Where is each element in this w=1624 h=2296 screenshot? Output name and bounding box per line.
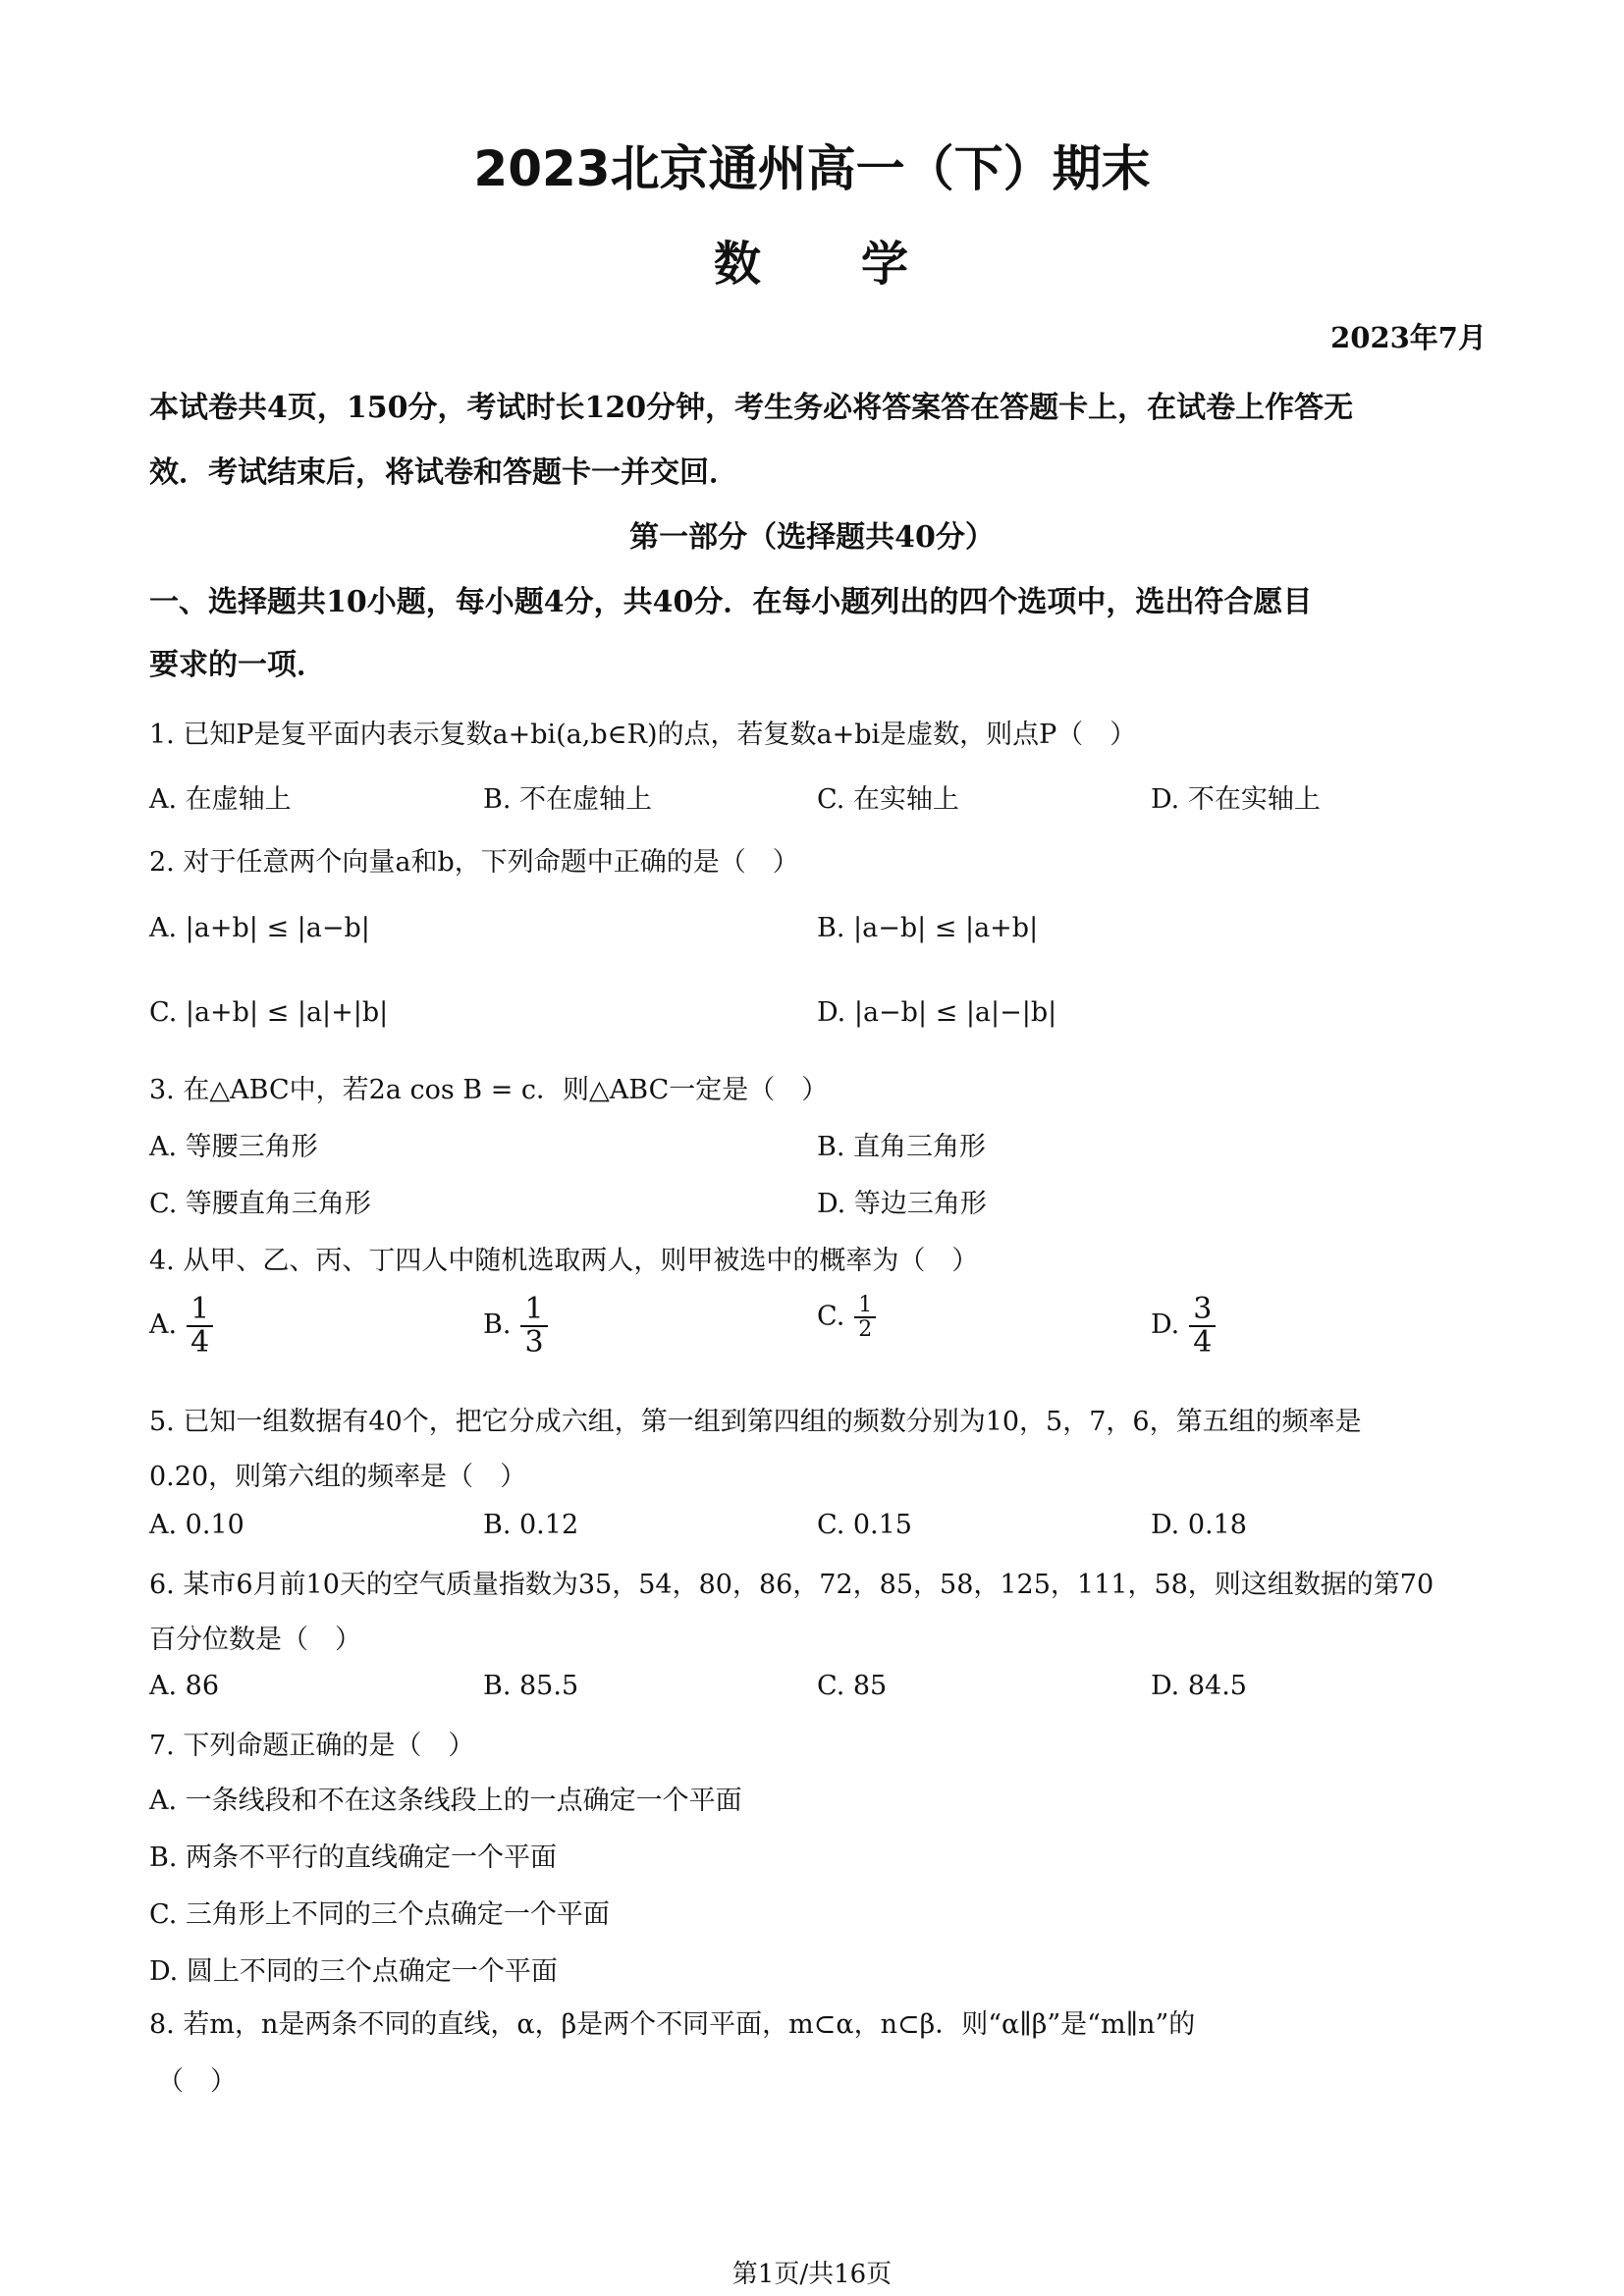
document-title: 2023北京通州高一（下）期末 [473, 140, 1151, 197]
question-5-option-c: C. 0.15 [817, 1510, 912, 1540]
fraction-numerator: 1 [854, 1294, 876, 1318]
fraction-denominator: 4 [190, 1324, 210, 1360]
question-6-option-d: D. 84.5 [1151, 1671, 1247, 1701]
page-number: 第1页/共16页 [731, 2260, 893, 2289]
fraction-denominator: 4 [1193, 1324, 1213, 1360]
subject-heading: 数 学 [713, 237, 910, 292]
fraction-denominator: 2 [858, 1317, 873, 1343]
question-6-stem-line-1: 6. 某市6月前10天的空气质量指数为35，54，80，86，72，85，58，125，111，58，则这组数据的第70 [149, 1570, 1435, 1600]
question-1-option-c: C. 在实轴上 [817, 784, 959, 815]
question-2-option-a: A. |a+b| ≤ |a−b| [149, 913, 370, 943]
question-4-option-a [149, 1294, 213, 1358]
question-3-option-b: B. 直角三角形 [817, 1132, 987, 1162]
question-7-option-d: D. 圆上不同的三个点确定一个平面 [149, 1956, 558, 1987]
question-1-stem: 1. 已知P是复平面内表示复数a+bi(a,b∈R)的点，若复数a+bi是虚数，则点P（ ） [149, 720, 1137, 750]
option-c-label: C. [817, 1301, 845, 1332]
section-instructions-line-2: 要求的一项． [149, 648, 326, 682]
question-4-stem: 4. 从甲、乙、丙、丁四人中随机选取两人，则甲被选中的概率为（ ） [149, 1246, 979, 1276]
question-1-option-d: D. 不在实轴上 [1151, 784, 1321, 815]
question-8-stem-line-1: 8. 若m，n是两条不同的直线，α，β是两个不同平面，m⊂α，n⊂β．则“α∥β”是“m∥n”的 [149, 2009, 1196, 2040]
option-d-label: D. [1151, 1309, 1180, 1340]
question-6-option-b: B. 85.5 [483, 1671, 579, 1701]
question-7-option-c: C. 三角形上不同的三个点确定一个平面 [149, 1899, 610, 1930]
question-3-option-a: A. 等腰三角形 [149, 1132, 318, 1162]
question-2-option-d: D. |a−b| ≤ |a|−|b| [817, 997, 1057, 1028]
exam-date: 2023年7月 [1330, 321, 1487, 354]
section-instructions-line-1: 一、选择题共10小题，每小题4分，共40分．在每小题列出的四个选项中，选出符合愿目 [149, 585, 1313, 619]
instructions-line-1: 本试卷共4页，150分，考试时长120分钟，考生务必将答案答在答题卡上，在试卷上作答无 [149, 391, 1354, 425]
question-6-stem-line-2: 百分位数是（ ） [149, 1625, 361, 1655]
fraction [854, 1294, 876, 1341]
question-5-option-b: B. 0.12 [483, 1510, 579, 1540]
fraction-numerator: 1 [520, 1294, 547, 1327]
option-b-label: B. [483, 1309, 512, 1340]
question-7-option-b: B. 两条不平行的直线确定一个平面 [149, 1842, 558, 1873]
question-4-option-c [817, 1294, 876, 1341]
part-heading: 第一部分（选择题共40分） [629, 520, 995, 555]
fraction-denominator: 3 [524, 1324, 544, 1360]
question-5-option-a: A. 0.10 [149, 1510, 244, 1540]
question-2-option-c: C. |a+b| ≤ |a|+|b| [149, 997, 389, 1028]
question-1-option-b: B. 不在虚轴上 [483, 784, 653, 815]
question-4-option-b [483, 1294, 548, 1358]
fraction-numerator: 1 [187, 1294, 213, 1327]
question-5-stem-line-2: 0.20，则第六组的频率是（ ） [149, 1462, 527, 1492]
question-1-option-a: A. 在虚轴上 [149, 784, 292, 815]
option-a-label: A. [149, 1309, 178, 1340]
fraction-numerator: 3 [1189, 1294, 1216, 1327]
question-6-option-a: A. 86 [149, 1671, 220, 1701]
question-8-stem-line-2: （ ） [157, 2066, 237, 2097]
question-3-option-c: C. 等腰直角三角形 [149, 1189, 371, 1219]
question-2-option-b: B. |a−b| ≤ |a+b| [817, 913, 1039, 943]
question-5-option-d: D. 0.18 [1151, 1510, 1247, 1540]
question-4-option-d [1151, 1294, 1216, 1358]
question-6-option-c: C. 85 [817, 1671, 888, 1701]
question-5-stem-line-1: 5. 已知一组数据有40个，把它分成六组，第一组到第四组的频数分别为10，5，7，6，第五组的频率是 [149, 1407, 1362, 1437]
instructions-line-2: 效．考试结束后，将试卷和答题卡一并交回． [149, 455, 738, 490]
fraction [520, 1294, 547, 1358]
fraction [1189, 1294, 1216, 1358]
question-7-stem: 7. 下列命题正确的是（ ） [149, 1731, 475, 1761]
question-3-stem: 3. 在△ABC中，若2a cos B = c．则△ABC一定是（ ） [149, 1075, 829, 1105]
fraction [187, 1294, 213, 1358]
question-3-option-d: D. 等边三角形 [817, 1189, 987, 1219]
question-7-option-a: A. 一条线段和不在这条线段上的一点确定一个平面 [149, 1786, 742, 1816]
question-2-stem: 2. 对于任意两个向量a和b，下列命题中正确的是（ ） [149, 847, 799, 878]
